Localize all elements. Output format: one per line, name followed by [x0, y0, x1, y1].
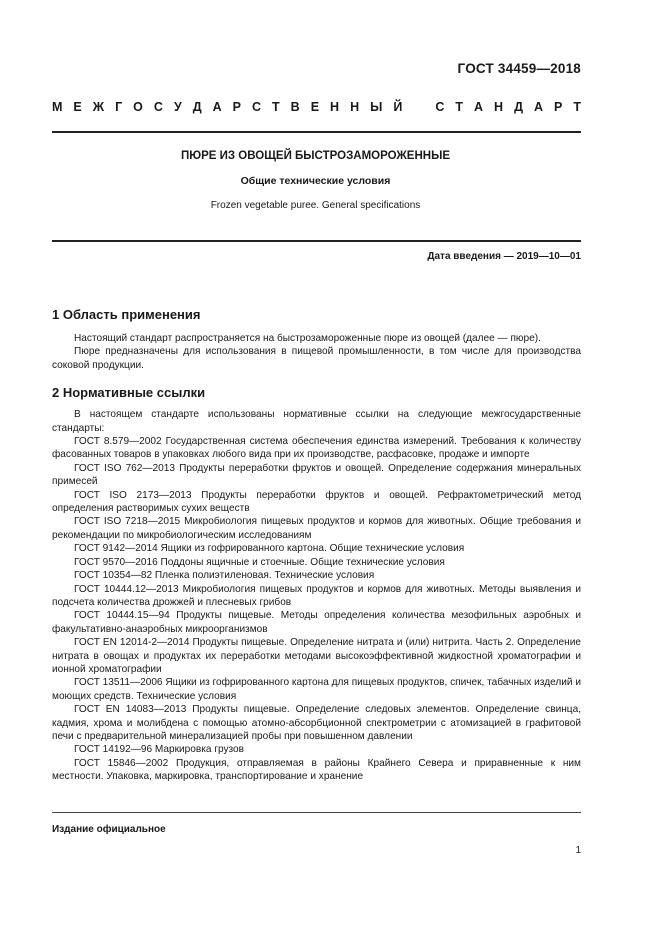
- banner-letter: С: [252, 100, 262, 114]
- banner-letter: О: [133, 100, 143, 114]
- paragraph: В настоящем стандарте использованы нормативные ссылки на следующие межгосударственные стандарты:: [52, 409, 581, 434]
- references-list: [52, 408, 581, 783]
- banner-letter: Е: [73, 100, 82, 114]
- reference-item: ГОСТ 9570—2016 Поддоны ящичные и стоечные. Общие технические условия: [74, 556, 445, 568]
- banner-letter: Ж: [92, 100, 105, 114]
- reference-item: ГОСТ 15846—2002 Продукция, отправляемая в районы Крайнего Севера и приравненные к ним местности. Упаковка, маркировка, транспортирование и хранение: [52, 757, 581, 783]
- reference-item: ГОСТ 9142—2014 Ящики из гофрированного картона. Общие технические условия: [74, 543, 465, 555]
- reference-item: ГОСТ ISO 7218—2015 Микробиология пищевых продуктов и кормов для животных. Общие требования и рекомендации по микробиологическим исследованиям: [52, 516, 581, 541]
- reference-item: ГОСТ 8.579—2002 Государственная система обеспечения единства измерений. Требования к количеству фасованных товаров в упаковках любого вида при их производстве, расфасовке, продаже и импорте: [52, 436, 581, 461]
- banner-letter: Р: [554, 100, 563, 114]
- banner-letter: Д: [514, 100, 523, 114]
- interstate-standard-banner: [52, 100, 581, 114]
- banner-letter: Т: [573, 100, 581, 114]
- banner-letter: С: [153, 100, 163, 114]
- document-subtitle: Общие технические условия: [240, 175, 391, 187]
- reference-item: ГОСТ 10354—82 Пленка полиэтиленовая. Технические условия: [74, 570, 375, 582]
- banner-letter: Й: [393, 100, 403, 114]
- document-body: [52, 306, 581, 784]
- document-title: ПЮРЕ ИЗ ОВОЩЕЙ БЫСТРОЗАМОРОЖЕННЫЕ: [180, 150, 451, 162]
- standard-code: ГОСТ 34459—2018: [457, 61, 581, 76]
- banner-letter: Е: [310, 100, 320, 114]
- reference-item: ГОСТ EN 12014-2—2014 Продукты пищевые. Определение нитрата и (или) нитрита. Часть 2. Определение нитрата в овощах и продуктах их переработки методами высокоэффективной жидкостной хроматографии и ионной хроматографии: [52, 637, 581, 675]
- banner-letter: Н: [494, 100, 504, 114]
- banner-letter: А: [474, 100, 484, 114]
- reference-item: ГОСТ 13511—2006 Ящики из гофрированного картона для пищевых продуктов, спичек, табачных изделий и моющих средств. Технические условия: [52, 677, 581, 702]
- introduction-date: Дата введения — 2019—10—01: [427, 251, 581, 262]
- banner-letter: А: [533, 100, 544, 114]
- banner-letter: Ы: [370, 100, 383, 114]
- banner-letter: Т: [455, 100, 464, 114]
- paragraph: Пюре предназначены для использования в пищевой промышленности, в том числе для производства соковой продукции.: [52, 346, 581, 371]
- page-number: 1: [575, 845, 581, 856]
- reference-item: ГОСТ 10444.12—2013 Микробиология пищевых продуктов и кормов для животных. Методы выявления и подсчета количества дрожжей и плесневых грибов: [52, 583, 581, 608]
- banner-letter: Т: [272, 100, 280, 114]
- top-rule: [52, 131, 581, 133]
- reference-item: ГОСТ ISO 762—2013 Продукты переработки фруктов и овощей. Определение содержания минеральных примесей: [52, 462, 581, 488]
- section-heading-normative-references: 2 Нормативные ссылки: [52, 385, 206, 401]
- reference-item: ГОСТ 10444.15—94 Продукты пищевые. Методы определения количества мезофильных аэробных и факультативно-анаэробных микроорганизмов: [52, 610, 581, 635]
- scope-paragraphs: [52, 332, 581, 372]
- reference-item: ГОСТ EN 14083—2013 Продукты пищевые. Определение следовых элементов. Определение свинца, кадмия, хрома и молибдена с помощью атомно-абсорбционной спектрометрии с атомизацией в графитовой печи с предварительной минерализацией пробы при повышенном давлении: [52, 704, 581, 742]
- title-bottom-rule: [52, 240, 581, 242]
- reference-item: ГОСТ ISO 2173—2013 Продукты переработки фруктов и овощей. Рефрактометрический метод определения растворимых сухих веществ: [52, 489, 581, 515]
- section-heading-scope: 1 Область применения: [52, 307, 201, 322]
- banner-letter: Г: [115, 100, 123, 114]
- banner-letter: У: [173, 100, 182, 114]
- banner-letter: Р: [232, 100, 241, 114]
- reference-item: ГОСТ 14192—96 Маркировка грузов: [74, 744, 245, 756]
- banner-letter: А: [212, 100, 222, 114]
- banner-letter: Д: [192, 100, 202, 114]
- banner-letter: С: [435, 100, 445, 114]
- english-title: Frozen vegetable puree. General specifications: [210, 200, 421, 211]
- banner-letter: В: [290, 100, 300, 114]
- banner-letter: Н: [350, 100, 360, 114]
- banner-letter: М: [52, 100, 63, 114]
- banner-letter: Н: [330, 100, 340, 114]
- paragraph: Настоящий стандарт распространяется на быстрозамороженные пюре из овощей (далее — пюре).: [74, 333, 541, 344]
- footer-rule: [52, 812, 581, 813]
- official-edition-label: Издание официальное: [52, 824, 166, 835]
